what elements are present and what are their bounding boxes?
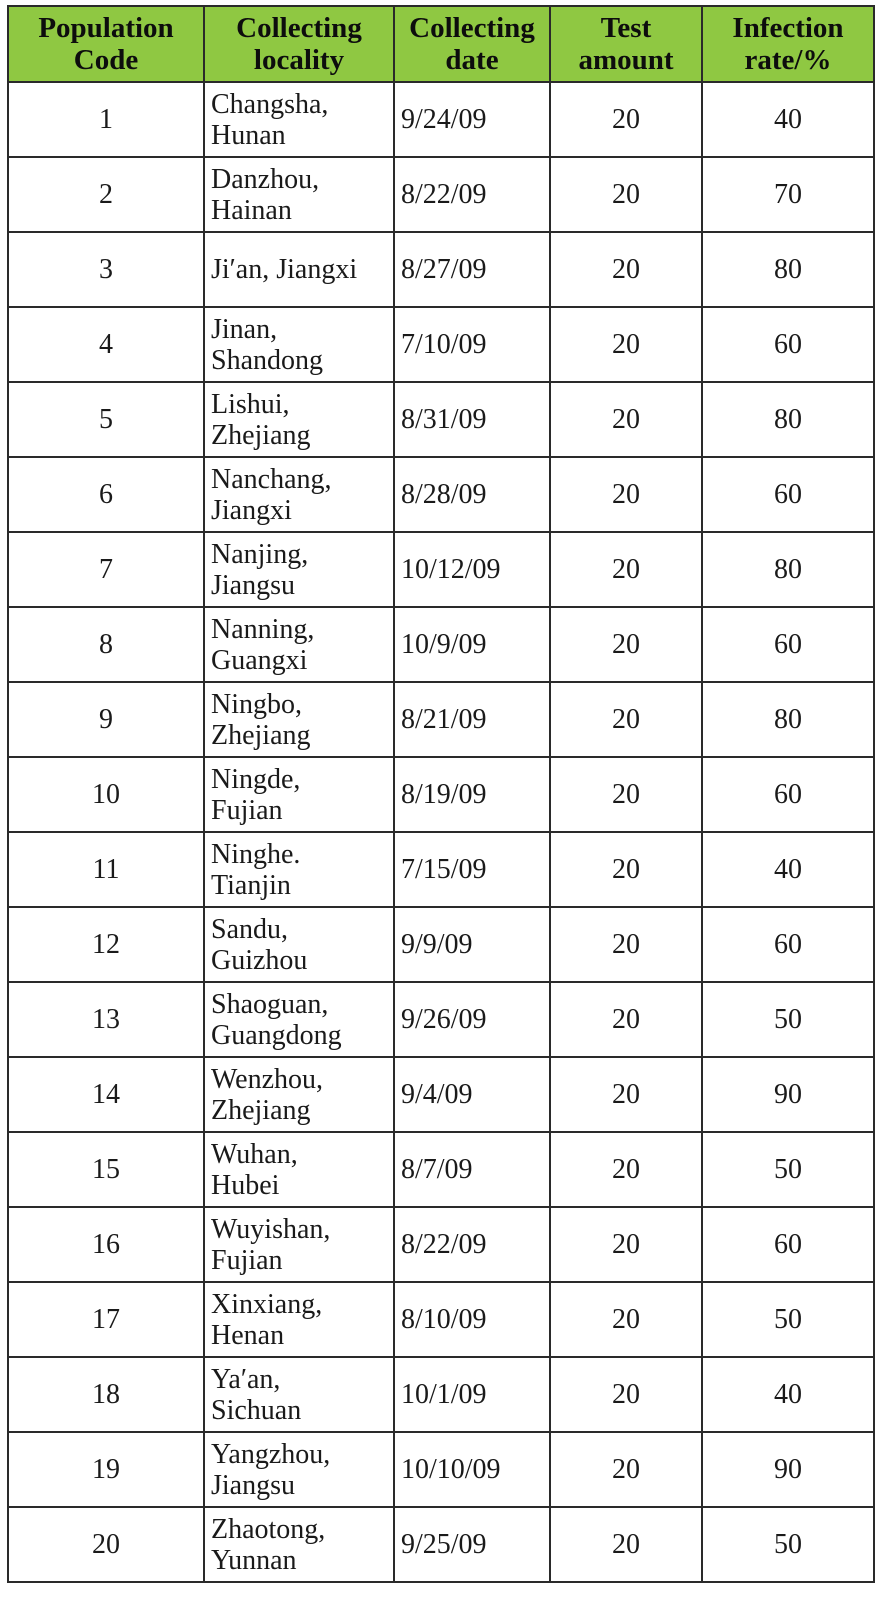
- infection-rate-cell: 60: [702, 607, 874, 682]
- table-row: [8, 1507, 874, 1582]
- header-infection-rate: [702, 6, 874, 82]
- collecting-locality-cell: [204, 1057, 394, 1132]
- infection-rate-cell: 90: [702, 1057, 874, 1132]
- header-text: rate/%: [744, 44, 832, 76]
- table-row: [8, 382, 874, 457]
- table-row: [8, 907, 874, 982]
- locality-line: Hainan: [211, 194, 292, 226]
- population-code-cell: 16: [8, 1207, 204, 1282]
- collecting-date-cell: 10/10/09: [394, 1432, 550, 1507]
- locality-line: Zhejiang: [211, 419, 311, 451]
- locality-line: Yunnan: [211, 1544, 297, 1576]
- header-text: date: [445, 44, 499, 76]
- collecting-locality-cell: [204, 1507, 394, 1582]
- locality-line: Sichuan: [211, 1394, 302, 1426]
- locality-line: Wenzhou,: [211, 1063, 324, 1095]
- infection-rate-cell: 50: [702, 1282, 874, 1357]
- infection-rate-cell: 60: [702, 457, 874, 532]
- locality-line: Ya′an,: [211, 1363, 281, 1395]
- population-code-cell: 3: [8, 232, 204, 307]
- table-container: [7, 5, 873, 1583]
- population-code-cell: 18: [8, 1357, 204, 1432]
- table-row: [8, 607, 874, 682]
- test-amount-cell: 20: [550, 382, 702, 457]
- collecting-locality-cell: [204, 532, 394, 607]
- table-row: [8, 232, 874, 307]
- locality-line: Sandu,: [211, 913, 288, 945]
- test-amount-cell: 20: [550, 682, 702, 757]
- collecting-locality-cell: [204, 982, 394, 1057]
- locality-line: Lishui,: [211, 388, 290, 420]
- locality-line: Guangxi: [211, 644, 308, 676]
- table-row: [8, 1132, 874, 1207]
- locality-line: Xinxiang,: [211, 1288, 323, 1320]
- collecting-date-cell: 8/22/09: [394, 1207, 550, 1282]
- locality-line: Guangdong: [211, 1019, 342, 1051]
- collecting-locality-cell: [204, 832, 394, 907]
- test-amount-cell: 20: [550, 1132, 702, 1207]
- collecting-date-cell: 10/9/09: [394, 607, 550, 682]
- collecting-locality-cell: [204, 382, 394, 457]
- collecting-date-cell: 10/1/09: [394, 1357, 550, 1432]
- table-row: [8, 532, 874, 607]
- table-row: [8, 1282, 874, 1357]
- test-amount-cell: 20: [550, 1207, 702, 1282]
- collecting-date-cell: 10/12/09: [394, 532, 550, 607]
- population-code-cell: 13: [8, 982, 204, 1057]
- locality-line: Changsha,: [211, 88, 329, 120]
- locality-line: Zhejiang: [211, 719, 311, 751]
- locality-line: Wuhan,: [211, 1138, 298, 1170]
- collecting-locality-cell: [204, 1132, 394, 1207]
- test-amount-cell: 20: [550, 307, 702, 382]
- population-code-cell: 2: [8, 157, 204, 232]
- table-row: [8, 1432, 874, 1507]
- table-row: [8, 1057, 874, 1132]
- header-collecting-date: [394, 6, 550, 82]
- locality-line: Zhejiang: [211, 1094, 311, 1126]
- locality-line: Ningde,: [211, 763, 301, 795]
- locality-line: Fujian: [211, 1244, 283, 1276]
- population-code-cell: 12: [8, 907, 204, 982]
- table-row: [8, 982, 874, 1057]
- infection-rate-cell: 60: [702, 907, 874, 982]
- population-code-cell: 15: [8, 1132, 204, 1207]
- table-row: [8, 307, 874, 382]
- collecting-locality-cell: [204, 232, 394, 307]
- test-amount-cell: 20: [550, 1432, 702, 1507]
- test-amount-cell: 20: [550, 232, 702, 307]
- collecting-date-cell: 7/15/09: [394, 832, 550, 907]
- test-amount-cell: 20: [550, 907, 702, 982]
- population-code-cell: 19: [8, 1432, 204, 1507]
- table-header: [8, 6, 874, 82]
- table-row: [8, 82, 874, 157]
- collecting-date-cell: 7/10/09: [394, 307, 550, 382]
- collecting-date-cell: 9/24/09: [394, 82, 550, 157]
- test-amount-cell: 20: [550, 1282, 702, 1357]
- infection-rate-cell: 70: [702, 157, 874, 232]
- population-code-cell: 17: [8, 1282, 204, 1357]
- test-amount-cell: 20: [550, 832, 702, 907]
- infection-rate-cell: 80: [702, 232, 874, 307]
- collecting-date-cell: 9/9/09: [394, 907, 550, 982]
- locality-line: Ningbo,: [211, 688, 302, 720]
- test-amount-cell: 20: [550, 532, 702, 607]
- locality-line: Shaoguan,: [211, 988, 329, 1020]
- collecting-locality-cell: [204, 757, 394, 832]
- locality-line: Hubei: [211, 1169, 280, 1201]
- collecting-locality-cell: [204, 682, 394, 757]
- infection-rate-cell: 80: [702, 532, 874, 607]
- collecting-date-cell: 9/4/09: [394, 1057, 550, 1132]
- infection-rate-cell: 60: [702, 307, 874, 382]
- population-code-cell: 1: [8, 82, 204, 157]
- infection-rate-cell: 50: [702, 1507, 874, 1582]
- population-code-cell: 10: [8, 757, 204, 832]
- collecting-locality-cell: [204, 1282, 394, 1357]
- infection-rate-cell: 40: [702, 1357, 874, 1432]
- population-code-cell: 5: [8, 382, 204, 457]
- locality-line: Tianjin: [211, 869, 291, 901]
- infection-rate-cell: 60: [702, 1207, 874, 1282]
- infection-rate-cell: 50: [702, 982, 874, 1057]
- header-text: locality: [253, 44, 345, 76]
- population-code-cell: 14: [8, 1057, 204, 1132]
- collecting-date-cell: 8/28/09: [394, 457, 550, 532]
- locality-line: Guizhou: [211, 944, 308, 976]
- locality-line: Jinan,: [211, 313, 278, 345]
- locality-line: Fujian: [211, 794, 283, 826]
- locality-line: Nanning,: [211, 613, 315, 645]
- locality-line: Jiangsu: [211, 1469, 295, 1501]
- header-collecting-locality: [204, 6, 394, 82]
- collecting-locality-cell: [204, 457, 394, 532]
- infection-rate-cell: 90: [702, 1432, 874, 1507]
- infection-rate-cell: 80: [702, 382, 874, 457]
- locality-line: Hunan: [211, 119, 286, 151]
- header-test-amount: [550, 6, 702, 82]
- header-text: Population: [38, 12, 174, 44]
- header-text: amount: [578, 44, 674, 76]
- locality-line: Danzhou,: [211, 163, 320, 195]
- header-text: Code: [73, 44, 139, 76]
- locality-line: Shandong: [211, 344, 323, 376]
- locality-line: Ji′an, Jiangxi: [211, 254, 358, 285]
- header-text: Test: [600, 12, 652, 44]
- test-amount-cell: 20: [550, 1057, 702, 1132]
- collecting-locality-cell: [204, 607, 394, 682]
- locality-line: Nanjing,: [211, 538, 309, 570]
- collecting-date-cell: 8/22/09: [394, 157, 550, 232]
- table-row: [8, 1207, 874, 1282]
- locality-line: Henan: [211, 1319, 285, 1351]
- population-code-cell: 11: [8, 832, 204, 907]
- collecting-locality-cell: [204, 1357, 394, 1432]
- table-row: [8, 457, 874, 532]
- population-code-cell: 6: [8, 457, 204, 532]
- table-row: [8, 1357, 874, 1432]
- collecting-date-cell: 8/21/09: [394, 682, 550, 757]
- locality-line: Jiangxi: [211, 494, 292, 526]
- collecting-date-cell: 8/27/09: [394, 232, 550, 307]
- header-row: [8, 6, 874, 82]
- header-text: Collecting: [409, 12, 535, 44]
- table-row: [8, 832, 874, 907]
- population-table: [7, 5, 875, 1583]
- collecting-date-cell: 8/10/09: [394, 1282, 550, 1357]
- test-amount-cell: 20: [550, 82, 702, 157]
- population-code-cell: 7: [8, 532, 204, 607]
- collecting-date-cell: 8/19/09: [394, 757, 550, 832]
- header-text: Collecting: [236, 12, 362, 44]
- test-amount-cell: 20: [550, 157, 702, 232]
- population-code-cell: 8: [8, 607, 204, 682]
- population-code-cell: 9: [8, 682, 204, 757]
- test-amount-cell: 20: [550, 982, 702, 1057]
- table-body: [8, 82, 874, 1582]
- table-row: [8, 757, 874, 832]
- test-amount-cell: 20: [550, 607, 702, 682]
- collecting-locality-cell: [204, 82, 394, 157]
- table-row: [8, 682, 874, 757]
- collecting-date-cell: 9/26/09: [394, 982, 550, 1057]
- collecting-locality-cell: [204, 1207, 394, 1282]
- locality-line: Wuyishan,: [211, 1213, 331, 1245]
- collecting-date-cell: 8/31/09: [394, 382, 550, 457]
- infection-rate-cell: 80: [702, 682, 874, 757]
- locality-line: Zhaotong,: [211, 1513, 326, 1545]
- collecting-date-cell: 8/7/09: [394, 1132, 550, 1207]
- test-amount-cell: 20: [550, 457, 702, 532]
- collecting-locality-cell: [204, 157, 394, 232]
- infection-rate-cell: 40: [702, 82, 874, 157]
- test-amount-cell: 20: [550, 1507, 702, 1582]
- locality-line: Yangzhou,: [211, 1438, 331, 1470]
- collecting-locality-cell: [204, 307, 394, 382]
- population-code-cell: 20: [8, 1507, 204, 1582]
- test-amount-cell: 20: [550, 757, 702, 832]
- collecting-date-cell: 9/25/09: [394, 1507, 550, 1582]
- infection-rate-cell: 40: [702, 832, 874, 907]
- infection-rate-cell: 60: [702, 757, 874, 832]
- test-amount-cell: 20: [550, 1357, 702, 1432]
- header-text: Infection: [732, 12, 844, 44]
- locality-line: Jiangsu: [211, 569, 295, 601]
- locality-line: Nanchang,: [211, 463, 332, 495]
- collecting-locality-cell: [204, 907, 394, 982]
- table-row: [8, 157, 874, 232]
- header-population-code: [8, 6, 204, 82]
- collecting-locality-cell: [204, 1432, 394, 1507]
- locality-line: Ninghe.: [211, 838, 301, 870]
- population-code-cell: 4: [8, 307, 204, 382]
- infection-rate-cell: 50: [702, 1132, 874, 1207]
